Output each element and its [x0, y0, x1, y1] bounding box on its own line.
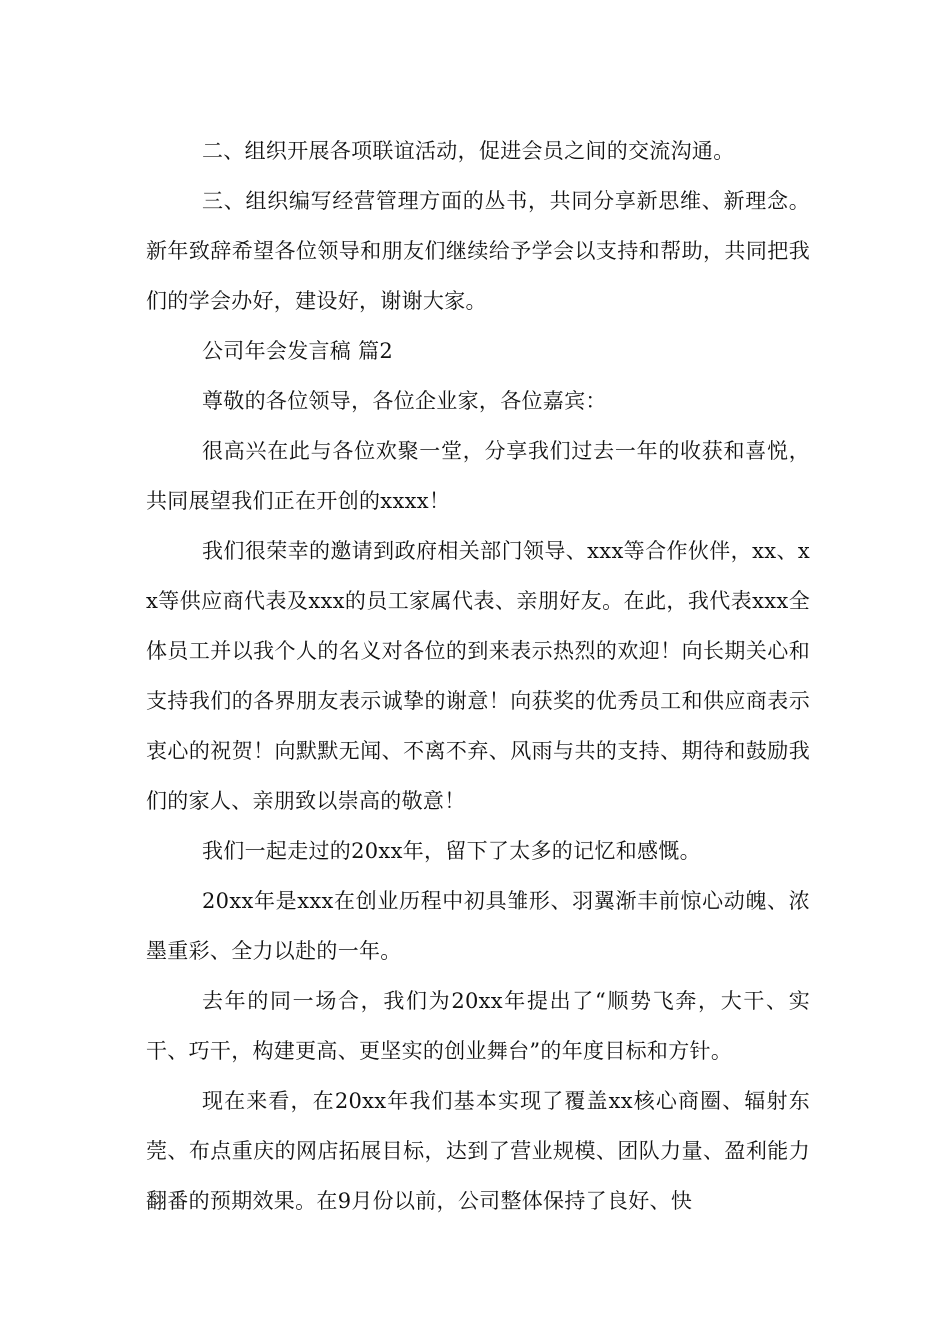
- paragraph-welcome: 很高兴在此与各位欢聚一堂，分享我们过去一年的收获和喜悦，共同展望我们正在开创的xxxx！: [146, 439, 810, 513]
- paragraph-activities: 二、组织开展各项联谊活动，促进会员之间的交流沟通。: [202, 139, 735, 163]
- paragraph-memories: 我们一起走过的20xx年，留下了太多的记忆和感慨。: [202, 839, 701, 863]
- paragraph-achievements: 现在来看，在20xx年我们基本实现了覆盖xx核心商圈、辐射东莞、布点重庆的网店拓展目标，达到了营业规模、团队力量、盈利能力翻番的预期效果。在9月份以前，公司整体保持了良好、快: [146, 1089, 810, 1213]
- paragraph-guests: 我们很荣幸的邀请到政府相关部门领导、xxx等合作伙伴，xx、xx等供应商代表及xxx的员工家属代表、亲朋好友。在此，我代表xxx全体员工并以我个人的名义对各位的到来表示热烈的欢迎！向长期关心和支持我们的各界朋友表示诚挚的谢意！向获奖的优秀员工和供应商表示衷心的祝贺！向默默无闻、不离不弃、风雨与共的支持、期待和鼓励我们的家人、亲朋致以崇高的敬意！: [146, 539, 810, 813]
- section-heading: 公司年会发言稿 篇2: [202, 339, 394, 363]
- paragraph-books: 三、组织编写经营管理方面的丛书，共同分享新思维、新理念。新年致辞希望各位领导和朋友们继续给予学会以支持和帮助，共同把我们的学会办好，建设好，谢谢大家。: [146, 189, 810, 313]
- paragraph-goals: 去年的同一场合，我们为20xx年提出了“顺势飞奔，大干、实干、巧干，构建更高、更坚实的创业舞台”的年度目标和方针。: [146, 989, 810, 1063]
- paragraph-salutation: 尊敬的各位领导，各位企业家，各位嘉宾：: [202, 389, 607, 413]
- paragraph-year-summary: 20xx年是xxx在创业历程中初具雏形、羽翼渐丰前惊心动魄、浓墨重彩、全力以赴的一年。: [146, 889, 810, 963]
